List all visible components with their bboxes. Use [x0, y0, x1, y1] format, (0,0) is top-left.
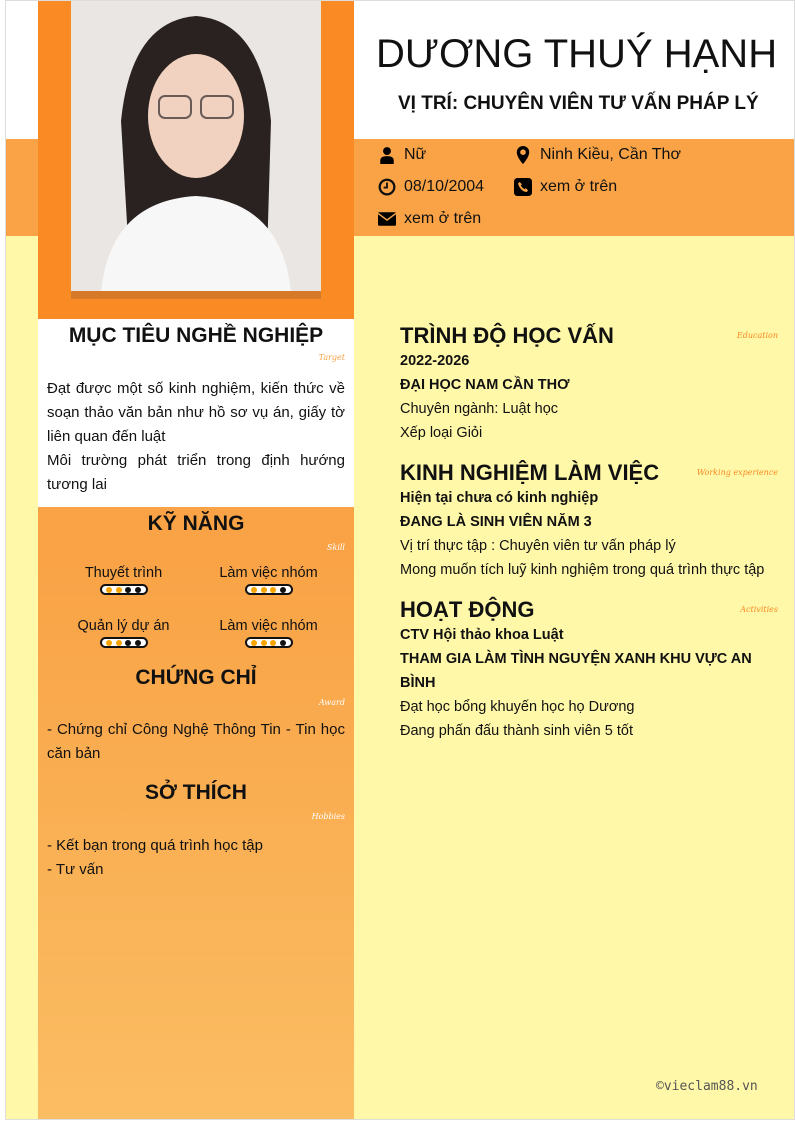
- hobbies-section: [38, 781, 354, 882]
- skill-level-bar: [100, 637, 148, 648]
- dob-info: [378, 177, 484, 197]
- gender-info: [378, 145, 426, 165]
- skills-title: KỸ NĂNG: [147, 512, 245, 535]
- skill-dot: [261, 587, 267, 593]
- skill-level-bar: [245, 637, 293, 648]
- activities-script: Activities: [740, 605, 778, 614]
- education-title: TRÌNH ĐỘ HỌC VẤN: [400, 323, 614, 348]
- experience-line: Hiện tại chưa có kinh nghiệp: [400, 490, 599, 506]
- objective-script: Target: [318, 353, 345, 362]
- skill-dot: [135, 587, 141, 593]
- experience-line: Mong muốn tích luỹ kinh nghiệm trong quá trình thực tập: [400, 562, 765, 578]
- skill-dot: [125, 587, 131, 593]
- dob-text: 08/10/2004: [404, 178, 485, 195]
- right-content: [400, 323, 778, 758]
- activity-line: Đang phấn đấu thành sinh viên 5 tốt: [400, 723, 633, 739]
- education-line: Xếp loại Giỏi: [400, 425, 483, 441]
- education-section: [400, 323, 778, 445]
- experience-section: [400, 460, 778, 582]
- address-info: [514, 145, 681, 165]
- skill-name: Làm việc nhóm: [219, 565, 318, 581]
- activity-line: CTV Hội thảo khoa Luật: [400, 627, 564, 643]
- hobbies-title: SỞ THÍCH: [145, 781, 247, 804]
- hobby-item: - Kết bạn trong quá trình học tập: [47, 837, 263, 854]
- skill-item: [51, 564, 196, 595]
- skill-dot: [251, 587, 257, 593]
- email-text: xem ở trên: [404, 210, 482, 227]
- hobby-item: - Tư vấn: [47, 861, 104, 878]
- experience-title: KINH NGHIỆM LÀM VIỆC: [400, 460, 660, 485]
- photo-shadow: [71, 291, 321, 299]
- skill-item: [51, 617, 196, 648]
- skills-script: Skill: [326, 543, 345, 552]
- objective-line: Môi trường phát triển trong định hướng tương lai: [47, 452, 345, 493]
- skill-level-bar: [100, 584, 148, 595]
- skill-item: [196, 564, 341, 595]
- skill-name: Làm việc nhóm: [219, 618, 318, 634]
- watermark: ©vieclam88.vn: [656, 1079, 758, 1094]
- education-script: Education: [736, 331, 778, 340]
- gender-text: Nữ: [404, 146, 427, 163]
- education-period: 2022-2026: [400, 353, 470, 369]
- address-text: Ninh Kiều, Cần Thơ: [540, 146, 681, 163]
- skill-name: Thuyết trình: [84, 565, 163, 581]
- skill-item: [196, 617, 341, 648]
- phone-text: xem ở trên: [540, 178, 618, 195]
- objective-line: Đạt được một số kinh nghiệm, kiến thức về soạn thảo văn bản như hồ sơ vụ án, giấy tờ liên quan đến luật: [47, 380, 345, 445]
- user-icon: [378, 146, 396, 164]
- skill-dot: [261, 640, 267, 646]
- education-school: ĐẠI HỌC NAM CẦN THƠ: [400, 377, 570, 393]
- skill-dot: [280, 640, 286, 646]
- skill-dot: [125, 640, 131, 646]
- experience-line: Vị trí thực tập : Chuyên viên tư vấn pháp lý: [400, 538, 676, 554]
- activities-section: [400, 597, 778, 743]
- skill-dot: [280, 587, 286, 593]
- skill-level-bar: [245, 584, 293, 595]
- objective-box: [38, 319, 354, 507]
- skill-dot: [106, 587, 112, 593]
- hobbies-script: Hobbies: [311, 812, 345, 821]
- experience-line: ĐANG LÀ SINH VIÊN NĂM 3: [400, 514, 592, 530]
- skill-dot: [251, 640, 257, 646]
- certificates-script: Award: [319, 698, 345, 707]
- certificates-title: CHỨNG CHỈ: [135, 666, 257, 689]
- map-marker-icon: [514, 146, 532, 164]
- experience-script: Working experience: [696, 468, 778, 477]
- skill-dot: [116, 587, 122, 593]
- certificates-section: [38, 666, 354, 766]
- skills-grid: [47, 564, 345, 648]
- left-content: [38, 319, 354, 882]
- skill-dot: [106, 640, 112, 646]
- activity-line: THAM GIA LÀM TÌNH NGUYỆN XANH KHU VỰC AN BÌNH: [400, 651, 752, 691]
- activity-line: Đạt học bổng khuyến học họ Dương: [400, 699, 635, 715]
- activities-title: HOẠT ĐỘNG: [400, 597, 535, 622]
- job-position: VỊ TRÍ: CHUYÊN VIÊN TƯ VẤN PHÁP LÝ: [398, 93, 759, 114]
- envelope-icon: [378, 210, 396, 228]
- cv-page: [5, 0, 795, 1120]
- skill-dot: [116, 640, 122, 646]
- email-info: [378, 209, 481, 229]
- full-name: DƯƠNG THUÝ HẠNH: [376, 32, 778, 76]
- skill-dot: [270, 587, 276, 593]
- phone-icon: [514, 178, 532, 196]
- clock-icon: [378, 178, 396, 196]
- objective-title: MỤC TIÊU NGHỀ NGHIỆP: [68, 324, 324, 347]
- profile-photo: [71, 1, 321, 291]
- skill-name: Quản lý dự án: [77, 618, 170, 634]
- skill-dot: [270, 640, 276, 646]
- certificate-item: - Chứng chỉ Công Nghệ Thông Tin - Tin học căn bản: [47, 721, 345, 762]
- skill-dot: [135, 640, 141, 646]
- skills-section: [38, 512, 354, 648]
- phone-info: [514, 177, 617, 197]
- education-line: Chuyên ngành: Luật học: [400, 401, 559, 417]
